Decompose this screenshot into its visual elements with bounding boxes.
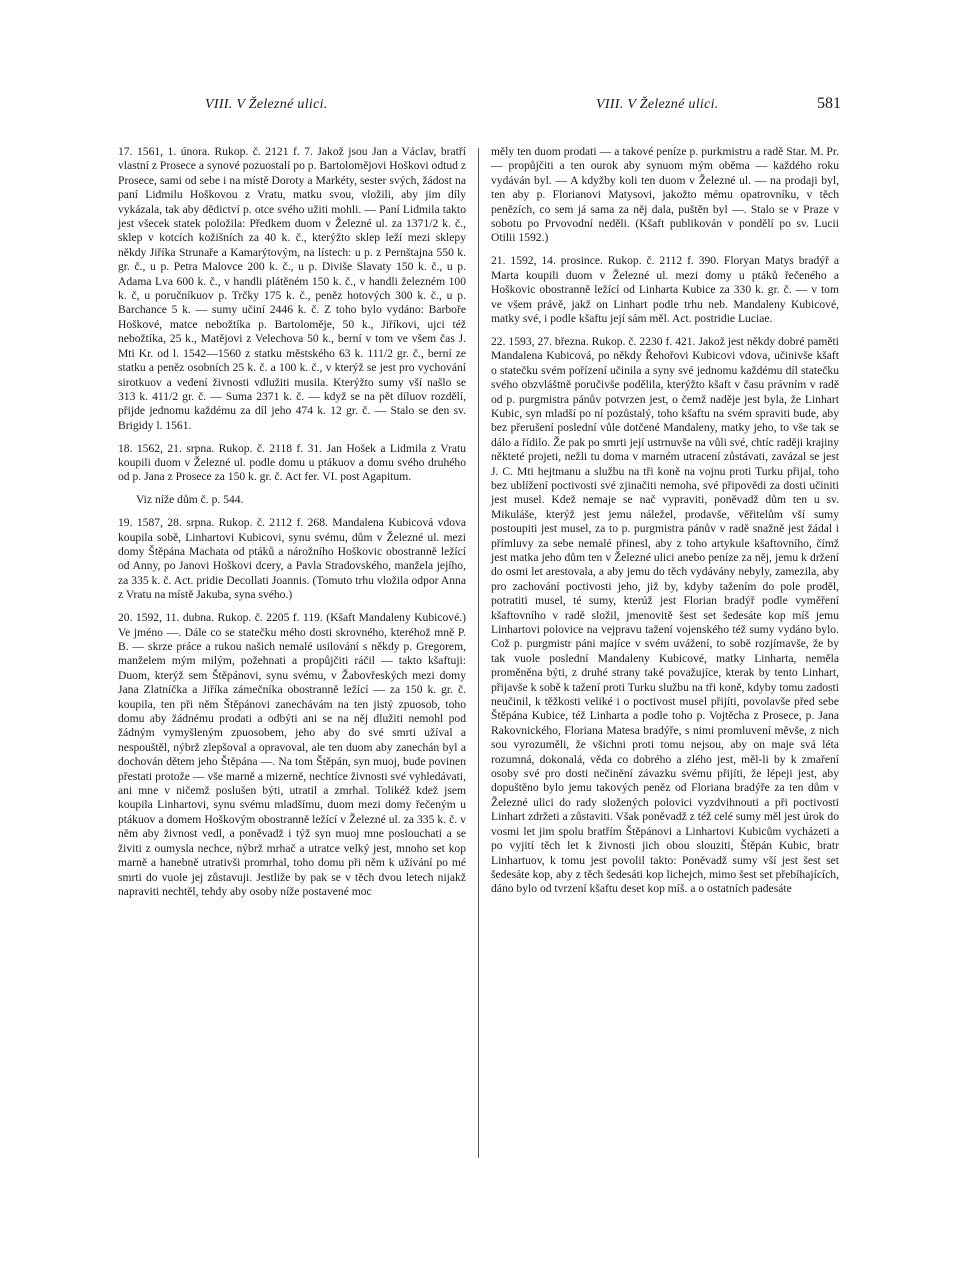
entry-17: 17. 1561, 1. února. Rukop. č. 2121 f. 7. Jakož jsou Jan a Václav, bratří vlastní z Prosece a synové pozuostalí po p. Bartolomějovi Hoškovi odtud z Prosece, sami od sebe i na místě Doroty a Markéty, sester svých, žádost na paní Lidmilu Hoškovou z Vratu, matku svou, vložili, aby jim díly vykázala, tak aby dědictví p. otce svého užiti mohli. — Paní Lidmila takto jest všecek statek položila: Předkem duom v Železné ul. za 1371/2 k. č., sklep v kotcích kožišních za 40 k. č., kterýžto sklep leží mezi sklepy někdy Jiříka Strunaře a Kamarýtovým, na lístech: u p. z Pernštajna 550 k. gr. č., u p. Petra Malovce 200 k. č., u p. Diviše Slavaty 150 k. č., u p. Adama Lva 600 k. č., v handli plátěném 150 k. č., v handli železném 100 k. č, u poručníkuov p. Trčky 175 k. č., peněz hotových 300 k. č., u p. Barchance 5 k. — sumy učiní 2446 k. č. Z toho bylo vydáno: Barboře Hoškové, matce nebožtíka p. Bartoloměje, 50 k., Jiříkovi, ujci též nebožtíka, 25 k., Matějovi z Velechova 50 k., berní v tom ve všem čas J. Mti Kr. od l. 1542—1560 z statku městského 63 k. 111/2 gr. č., berní ze statku a peněz osobních 25 k. č. a 100 k. č., v kterýž se jest pro vychování sirotkuov a vedení živnosti vdlužiti musila. Kterýžto sumy vší našlo se 313 k. 411/2 gr. č. — Suma 2371 k. č. — když se na pět díluov rozdělí, přijde jednomu každému za díl jeho 474 k. 12 gr. č. — Stalo se den sv. Brigidy l. 1561. <box>118 145 466 432</box>
right-column <box>491 145 839 905</box>
entry-21: 21. 1592, 14. prosince. Rukop. č. 2112 f. 390. Floryan Matys bradýř a Marta koupili duom v Železné ul. mezi domy u ptáků řečeného a Hoškovic obostranně ležící od Linharta Kubice za 330 k. gr. č. — v tom ve všem právě, jakž on Linhart podle trhu neb. Mandaleny Kubicové, matky své, i podle kšaftu její sám měl. Act. postridie Luciae. <box>491 254 839 325</box>
entry-22: 22. 1593, 27. března. Rukop. č. 2230 f. 421. Jakož jest někdy dobré paměti Mandalena Kubicová, po někdy Řehořovi Kubicovi vdova, učinivše kšaft o statečku svém pořízení učinila a syny své jednomu každému díl statečku svého obzvláštně poručivše podělila, kterýžto kšaft v času právním v radě od p. purgmistra pánův potvrzen jest, o čemž naděje jest byla, že Linhart Kubic, syn mladší po ní pozůstalý, toho kšaftu na svém spraviti bude, aby bez přerušení poslední vůle dotčené Mandaleny, matky jeho, to vše tak se dálo a řídilo. Že pak po smrti její ustrnuvše na vůli své, chtíc raději krajiny někteté projeti, nežli tu doma v marném utracení zůstávati, zavázal se jest J. C. Mti hejtmanu a službu na tři koně na vojnu proti Turku přijal, toho bez ublížení poctivosti své zjinačiti nemoha, své připovědi za dosti učiniti jest musel. Kdež nemaje se nač vypraviti, poněvadž dům ten u sv. Mikuláše, kterýž jest jemu náležel, prodavše, věřitelům vší sumy postoupiti jest musel, za to p. purgmistra pánův v radě snažně jest žádal i přímluvy za sebe nemalé přinesl, aby z toho artykule kšaftovního, čímž jest matka jeho dům ten v Železné ulici anebo peníze za něj, jemu k držení do osmi let arestovala, a aby jemu do těch vydávány nebyly, zamezila, aby pro zachování poctivosti jeho, již by, kdyby tažením do pole proděl, potratiti musel, té sumy, kterúž jest Florian bradýř podle vyměření kšaftovního v radě složil, jmenovitě šest set šedesáte kop míš jemu Linhartovi polovice na vejpravu tažení vojenského též sumy vydáno bylo. Což p. purgmistr páni majíce v svém uvážení, to sobě rozjímavše, že by tak vuole poslední Mandaleny Kubicové, matky Linharta, neměla proměněna býti, z druhé strany také považujíce, kterak by tento Linhart, přijavše k sobě k tažení proti Turku službu na tři koně, kdyby tomu zadosti neučinil, k těžkosti veliké i o poctivost musel přijíti, povolavše před sebe Štěpána Kubice, též Linharta a podle toho p. Vojtěcha z Prosece, p. Jana Rakovnického, Floriana Matesa bradýře, s nimi promluvení měvše, z nich sou vyrozuměli, že všichni proti tomu nejsou, aby on maje svá léta rozumná, dokonalá, věda co dobrého a zlého jest, měl-li by k zmaření osoby své pro dosti nečinění závazku svému přijíti, že lépeji jest, aby dopuštěno bylo jemu takových peněz od Floriana bradýře za ten dům v Železné ulici do rady složených polovici vyzdvihnouti a při poctivosti Linhart zdržeti a zůstaviti. Však poněvadž z též celé sumy měl jest úrok do vosmi let jim spolu bratřím Štěpánovi a Linhartovi Kubicům vycházeti a po vyjití těch let k živnosti jich obou slouziti, Štěpán Kubic, bratr Linhartuov, k tomu jest povolil takto: Poněvadž sumy vší jest šest set šedesáte kop, aby z těch šedesáti kop lichejch, mimo šest set přebíhajících, dáno bylo od tvrzení kšaftu deset kop míš. a o ostatních padesáte <box>491 334 839 896</box>
running-head-left: VIII. V Železné ulici. <box>205 97 328 112</box>
cross-reference: Viz níže dům č. p. 544. <box>136 493 244 507</box>
left-column <box>118 145 466 908</box>
entry-18: 18. 1562, 21. srpna. Rukop. č. 2118 f. 31. Jan Hošek a Lidmila z Vratu koupili duom v Železné ul. podle domu u ptákuov a domu svého druhého od p. Jana z Prosece za 150 k. gr. č. Act fer. VI. post Agapitum. <box>118 441 466 484</box>
entry-20: 20. 1592, 11. dubna. Rukop. č. 2205 f. 119. (Kšaft Mandaleny Kubicové.) Ve jméno —. Dále co se statečku mého dosti skrovného, kteréhož mně P. B. — skrze práce a rukou našich nemalé usilování s někdy p. Gregorem, manželem mým milým, požehnati a propůjčiti ráčil — takto kšaftuji: Duom, kterýž sem Štěpánovi, synu svému, v Žabovřeských mezi domy Jana Zlatníčka a Jiříka zámečníka obostranně ležící — za 150 k. gr. č. koupila, ten při něm Štěpánovi zanechávám na ten jistý zpuosob, toho domu aby žádnému prodati a odbýti ani se na něj dlužiti nemohl pod žádným vymyšleným zpuosobem, jeho aby do své smrti užíval a nespouštěl, nýbrž zlepšoval a opravoval, ale ten duom aby zanechán byl a dochován dětem jeho Štěpána —. Na tom Štěpán, syn muoj, bude povinen přestati protože — vše marně a mizerně, nechtíce živnosti své vyhledávati, ani mne v ničemž poslušen býti, utratil a zmrhal. Tolikéž kdež jsem koupila Linhartovi, synu svému mladšímu, duom mezi domy řečeným u ptákuov a domem Hoškovým obostranně ležící v Železné ul. za 335 k. č. v něm aby živnost vedl, a poněvadž i týž syn muoj mne poslouchati a se živiti z oumysla nechce, nýbrž mrhač a utratce velký jest, mnoho set kop marně a hanebně utrativši promrhal, toho domu při něm k užívání po mé smrti do vuole jej zůstavuji. Jestliže by pak se v těch dvou letech nijakž napraviti nechtěl, tehdy aby osoby níže postavené moc <box>118 611 466 898</box>
column-divider <box>478 148 479 1158</box>
entry-20-continued: měly ten duom prodati — a takové peníze p. purkmistru a radě Star. M. Pr. — propůjčiti a ten ourok aby synuom mým oběma — každého roku vydáván byl. — A kdyžby koli ten duom v Železné ul. — na prodaji byl, ten aby p. Florianovi Matysovi, jakožto mému opatrovníku, v těch penězích, co sem já sama za něj dala, puštěn byl —. Stalo se v Praze v sobotu po Prvovodní neděli. (Kšaft publikován v pondělí po sv. Lucii Otilii 1592.) <box>491 145 839 245</box>
entry-19: 19. 1587, 28. srpna. Rukop. č. 2112 f. 268. Mandalena Kubicová vdova koupila sobě, Linhartovi Kubicovi, synu svému, dům v Železné ul. mezi domy Štěpána Machata od ptáků a nárožního Hoškovic obostranně ležící od Anny, po Janovi Hoškovi dcery, a Pavla Stradovského, manžela jejího, za 335 k. č. Act. pridie Decollati Joannis. (Tomuto trhu vložila odpor Anna z Vratu na místě Jakuba, syna svého.) <box>118 516 466 602</box>
page-number: 581 <box>817 95 841 112</box>
running-head-right: VIII. V Železné ulici. <box>596 97 719 112</box>
